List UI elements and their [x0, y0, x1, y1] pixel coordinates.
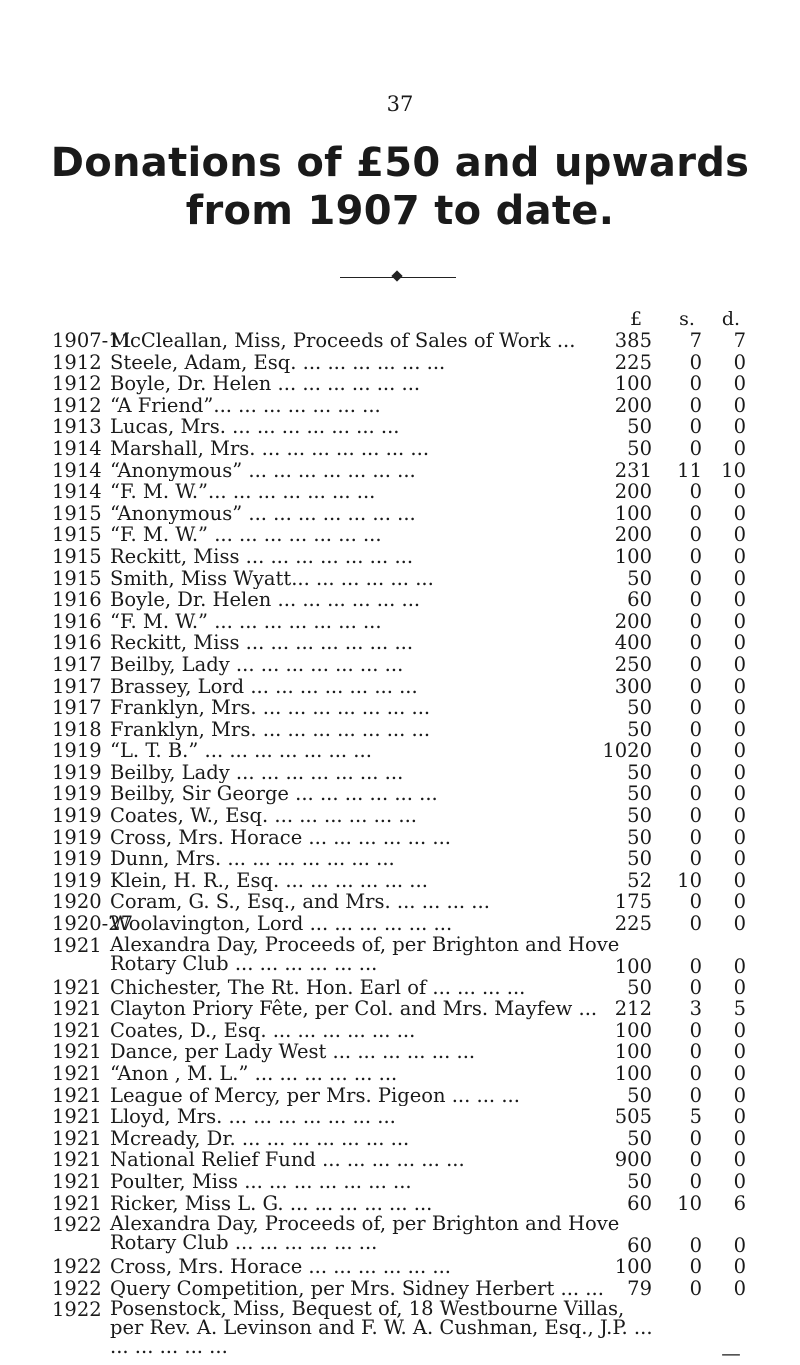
amount-pence: 0: [733, 480, 746, 504]
amount-pounds: 1020: [602, 739, 652, 763]
amount-pounds: 100: [614, 501, 652, 525]
donation-description: Coates, W., Esq. ... ... ... ... ... ...: [110, 805, 417, 827]
donation-description: Dunn, Mrs. ... ... ... ... ... ... ...: [110, 848, 395, 870]
amount-pence: 0: [733, 696, 746, 720]
donation-description: League of Mercy, per Mrs. Pigeon ... ... ...: [110, 1084, 520, 1107]
donation-description: Cross, Mrs. Horace ... ... ... ... ... ...: [110, 826, 452, 849]
donation-row: [0, 546, 800, 568]
donation-row: [0, 611, 800, 633]
donation-description: Smith, Miss Wyatt... ... ... ... ... ...: [110, 567, 434, 590]
donation-row: [0, 998, 800, 1020]
amount-pence: 0: [733, 975, 746, 999]
amount-pounds: 231: [614, 458, 652, 482]
donation-description: Posenstock, Miss, Bequest of, 18 Westbourne Villas, per Rev. A. Levinson and F. W. A. Cushman, Esq., J.P. ... ... ... ... ... ...: [110, 1297, 653, 1359]
amount-pence: 0: [733, 825, 746, 849]
amount-pounds: 50: [627, 782, 652, 806]
amount-shillings: 10: [677, 1191, 702, 1215]
donation-description: Coates, D., Esq. ... ... ... ... ... ...: [110, 1019, 416, 1042]
amount-shillings: 0: [689, 566, 702, 590]
donation-year: 1915: [52, 523, 102, 547]
amount-shillings: 0: [689, 609, 702, 633]
amount-shillings: 0: [689, 717, 702, 741]
donation-description: Woolavington, Lord ... ... ... ... ... ...: [110, 913, 453, 935]
amount-pence: 0: [733, 631, 746, 655]
amount-shillings: 11: [677, 458, 702, 482]
closing-dash: —: [721, 1342, 741, 1365]
donation-description: Clayton Priory Fête, per Col. and Mrs. Mayfew ...: [110, 998, 598, 1020]
donation-year: 1921: [52, 1148, 102, 1172]
amount-pence: 0: [733, 760, 746, 784]
donation-year: 1921: [52, 1169, 102, 1193]
amount-pounds: 100: [614, 1255, 652, 1279]
donation-row: [0, 568, 800, 590]
donation-row: [0, 1278, 800, 1300]
donation-year: 1921: [52, 1105, 102, 1129]
amount-shillings: 0: [689, 415, 702, 439]
amount-pounds: 250: [614, 652, 652, 676]
amount-shillings: 0: [689, 890, 702, 914]
amount-pence: 5: [733, 997, 746, 1021]
column-header-shillings: s.: [679, 308, 695, 330]
amount-pence: 0: [733, 1105, 746, 1129]
amount-pounds: 225: [614, 912, 652, 936]
donation-year: 1919: [52, 804, 102, 828]
amount-shillings: 0: [689, 350, 702, 374]
donation-description: Reckitt, Miss ... ... ... ... ... ... ...: [110, 632, 414, 654]
amount-pounds: 100: [614, 954, 652, 978]
amount-pounds: 100: [614, 544, 652, 568]
amount-shillings: 0: [689, 825, 702, 849]
donation-row: [0, 1193, 800, 1215]
donation-year: 1921: [52, 1018, 102, 1042]
donation-row: [0, 762, 800, 784]
amount-pence: 0: [733, 847, 746, 871]
donation-year: 1915: [52, 544, 102, 568]
amount-pence: 0: [733, 868, 746, 892]
amount-pounds: 79: [627, 1276, 652, 1300]
donation-row: [0, 1149, 800, 1171]
amount-pounds: 50: [627, 1169, 652, 1193]
donation-year: 1919: [52, 760, 102, 784]
donation-row: [0, 870, 800, 892]
donation-row: [0, 1128, 800, 1150]
donation-row: [0, 1106, 800, 1128]
donation-row: [0, 697, 800, 719]
donation-year: 1907-11: [52, 329, 134, 352]
amount-shillings: 0: [689, 1255, 702, 1279]
amount-shillings: 0: [689, 1062, 702, 1085]
divider-ornament-icon: [391, 270, 402, 281]
amount-shillings: 0: [689, 1169, 702, 1193]
amount-pence: 0: [733, 350, 746, 374]
amount-pence: 0: [733, 912, 746, 936]
amount-shillings: 0: [689, 1040, 702, 1064]
donation-description: Franklyn, Mrs. ... ... ... ... ... ... ...: [110, 718, 431, 741]
amount-pounds: 50: [627, 1126, 652, 1150]
amount-pence: 0: [733, 1126, 746, 1150]
amount-shillings: 0: [689, 588, 702, 612]
amount-pence: 0: [733, 501, 746, 525]
donation-year: 1916: [52, 631, 102, 655]
donation-description: Dance, per Lady West ... ... ... ... ... ...: [110, 1041, 476, 1063]
donation-row: [0, 632, 800, 654]
donation-year: 1915: [52, 566, 102, 590]
donation-description: Chichester, The Rt. Hon. Earl of ... ... ... ...: [110, 976, 526, 999]
amount-pence: 0: [733, 1040, 746, 1064]
donation-description: Boyle, Dr. Helen ... ... ... ... ... ...: [110, 589, 421, 611]
amount-pence: 0: [733, 782, 746, 806]
amount-shillings: 0: [689, 1276, 702, 1300]
donation-description: Brassey, Lord ... ... ... ... ... ... ...: [110, 675, 418, 698]
amount-pence: 0: [733, 674, 746, 698]
donation-year: 1921: [52, 933, 102, 957]
donation-year: 1917: [52, 652, 102, 676]
donation-year: 1912: [52, 393, 102, 417]
donation-year: 1914: [52, 436, 102, 460]
amount-pounds: 50: [627, 1083, 652, 1107]
donation-description: Franklyn, Mrs. ... ... ... ... ... ... ...: [110, 697, 431, 719]
donation-row: [0, 932, 800, 978]
donation-row: [0, 891, 800, 913]
amount-pounds: 50: [627, 717, 652, 741]
donation-year: 1920: [52, 890, 102, 914]
amount-pounds: 50: [627, 847, 652, 871]
donation-year: 1919: [52, 868, 102, 892]
amount-shillings: 0: [689, 696, 702, 720]
amount-pence: 0: [733, 1062, 746, 1085]
amount-pounds: 50: [627, 566, 652, 590]
donation-description: Beilby, Sir George ... ... ... ... ... ...: [110, 783, 438, 806]
donation-description: “A Friend”... ... ... ... ... ... ...: [110, 394, 381, 417]
donation-year: 1921: [52, 1126, 102, 1150]
donation-row: [0, 373, 800, 395]
amount-pounds: 400: [614, 631, 652, 655]
amount-shillings: 7: [689, 329, 702, 352]
donation-year: 1922: [52, 1298, 102, 1322]
donation-row: [0, 330, 800, 352]
donation-description: Steele, Adam, Esq. ... ... ... ... ... ...: [110, 351, 446, 374]
donation-description: Cross, Mrs. Horace ... ... ... ... ... ...: [110, 1256, 452, 1278]
amount-pence: 0: [733, 372, 746, 396]
donation-description: Mcready, Dr. ... ... ... ... ... ... ...: [110, 1127, 410, 1150]
donation-description: Ricker, Miss L. G. ... ... ... ... ... ...: [110, 1192, 433, 1215]
amount-shillings: 0: [689, 954, 702, 978]
amount-shillings: 0: [689, 372, 702, 396]
page-number: 37: [386, 92, 414, 116]
donation-row: [0, 783, 800, 805]
amount-pounds: 385: [614, 329, 652, 352]
donation-year: 1921: [52, 1062, 102, 1085]
amount-shillings: 0: [689, 436, 702, 460]
amount-pence: 0: [733, 739, 746, 763]
donation-year: 1919: [52, 825, 102, 849]
donation-row: [0, 1020, 800, 1042]
amount-shillings: 0: [689, 544, 702, 568]
amount-pence: 0: [733, 652, 746, 676]
donation-description: “F. M. W.” ... ... ... ... ... ... ...: [110, 610, 382, 633]
donation-row: [0, 740, 800, 762]
donation-year: 1922: [52, 1276, 102, 1300]
donation-row: [0, 460, 800, 482]
donation-description: “L. T. B.” ... ... ... ... ... ... ...: [110, 740, 372, 762]
amount-pounds: 505: [614, 1105, 652, 1129]
donation-row: [0, 1256, 800, 1278]
amount-shillings: 0: [689, 674, 702, 698]
amount-pounds: 300: [614, 674, 652, 698]
donation-row: [0, 654, 800, 676]
donation-row: [0, 503, 800, 525]
donation-row: [0, 719, 800, 741]
donation-description: “Anon , M. L.” ... ... ... ... ... ...: [110, 1063, 398, 1085]
donation-row: [0, 805, 800, 827]
amount-pounds: 50: [627, 825, 652, 849]
donation-year: 1919: [52, 782, 102, 806]
amount-pence: 0: [733, 436, 746, 460]
donation-row: [0, 1214, 800, 1256]
amount-pounds: 212: [614, 997, 652, 1021]
amount-shillings: 0: [689, 760, 702, 784]
donation-description: “Anonymous” ... ... ... ... ... ... ...: [110, 459, 416, 482]
amount-pence: 0: [733, 717, 746, 741]
donation-row: [0, 977, 800, 999]
donation-year: 1917: [52, 696, 102, 720]
donation-year: 1917: [52, 674, 102, 698]
amount-pence: 0: [733, 1255, 746, 1279]
donation-description: Klein, H. R., Esq. ... ... ... ... ... ...: [110, 869, 428, 892]
amount-pounds: 50: [627, 760, 652, 784]
amount-shillings: 0: [689, 480, 702, 504]
amount-pounds: 60: [627, 588, 652, 612]
amount-pounds: 50: [627, 804, 652, 828]
donation-year: 1913: [52, 415, 102, 439]
donation-row: [0, 481, 800, 503]
amount-pence: 0: [733, 1169, 746, 1193]
amount-shillings: 0: [689, 501, 702, 525]
amount-pence: 0: [733, 1018, 746, 1042]
amount-pence: 0: [733, 415, 746, 439]
column-header-pounds: £: [629, 308, 643, 330]
donation-row: [0, 524, 800, 546]
donation-description: Beilby, Lady ... ... ... ... ... ... ...: [110, 761, 404, 784]
amount-shillings: 0: [689, 804, 702, 828]
amount-pence: 0: [733, 609, 746, 633]
amount-shillings: 0: [689, 1126, 702, 1150]
donation-year: 1914: [52, 458, 102, 482]
amount-pounds: 50: [627, 415, 652, 439]
amount-pounds: 60: [627, 1234, 652, 1258]
donation-row: [0, 589, 800, 611]
amount-pence: 0: [733, 1148, 746, 1172]
amount-pounds: 200: [614, 609, 652, 633]
donation-description: Poulter, Miss ... ... ... ... ... ... ...: [110, 1170, 412, 1193]
donation-year: 1921: [52, 997, 102, 1021]
donation-row: [0, 913, 800, 935]
donation-year: 1916: [52, 609, 102, 633]
amount-shillings: 10: [677, 868, 702, 892]
amount-pence: 10: [721, 458, 746, 482]
amount-shillings: 0: [689, 847, 702, 871]
donation-row: [0, 848, 800, 870]
amount-pence: 0: [733, 544, 746, 568]
amount-pence: 0: [733, 566, 746, 590]
amount-shillings: 5: [689, 1105, 702, 1129]
amount-pounds: 60: [627, 1191, 652, 1215]
amount-pounds: 52: [627, 868, 652, 892]
amount-shillings: 0: [689, 393, 702, 417]
donation-description: “F. M. W.” ... ... ... ... ... ... ...: [110, 524, 382, 546]
donation-description: National Relief Fund ... ... ... ... ... ...: [110, 1149, 465, 1171]
amount-pence: 0: [733, 1276, 746, 1300]
donation-row: [0, 438, 800, 460]
donation-year: 1921: [52, 1191, 102, 1215]
donation-year: 1920-27: [52, 912, 134, 936]
donation-description: Boyle, Dr. Helen ... ... ... ... ... ...: [110, 373, 421, 395]
amount-shillings: 0: [689, 782, 702, 806]
donation-year: 1922: [52, 1213, 102, 1237]
amount-pence: 0: [733, 588, 746, 612]
donation-year: 1919: [52, 847, 102, 871]
amount-pence: 6: [733, 1191, 746, 1215]
amount-pence: 0: [733, 804, 746, 828]
amount-shillings: 0: [689, 631, 702, 655]
donation-description: “Anonymous” ... ... ... ... ... ... ...: [110, 502, 416, 525]
amount-pounds: 225: [614, 350, 652, 374]
amount-pence: 0: [733, 393, 746, 417]
amount-pounds: 175: [614, 890, 652, 914]
donation-description: Query Competition, per Mrs. Sidney Herbert ... ...: [110, 1277, 604, 1300]
donation-description: McCleallan, Miss, Proceeds of Sales of Work ...: [110, 330, 576, 352]
donation-row: [0, 416, 800, 438]
donation-row: [0, 1041, 800, 1063]
donation-year: 1921: [52, 975, 102, 999]
donation-row: [0, 1085, 800, 1107]
donation-year: 1916: [52, 588, 102, 612]
donation-description: Marshall, Mrs. ... ... ... ... ... ... ...: [110, 437, 430, 460]
amount-pounds: 100: [614, 1018, 652, 1042]
amount-pounds: 200: [614, 393, 652, 417]
donation-description: Reckitt, Miss ... ... ... ... ... ... ...: [110, 545, 414, 568]
amount-pounds: 200: [614, 480, 652, 504]
donation-year: 1919: [52, 739, 102, 763]
amount-pence: 7: [733, 329, 746, 352]
amount-shillings: 0: [689, 1148, 702, 1172]
amount-pence: 0: [733, 954, 746, 978]
amount-shillings: 0: [689, 739, 702, 763]
donation-year: 1918: [52, 717, 102, 741]
donation-description: Alexandra Day, Proceeds of, per Brighton and Hove Rotary Club ... ... ... ... ... ...: [110, 932, 620, 975]
donation-year: 1912: [52, 350, 102, 374]
donation-description: Beilby, Lady ... ... ... ... ... ... ...: [110, 653, 404, 676]
amount-shillings: 0: [689, 1018, 702, 1042]
donation-row: [0, 1297, 800, 1365]
donation-description: Coram, G. S., Esq., and Mrs. ... ... ... ...: [110, 891, 490, 914]
donation-description: Lloyd, Mrs. ... ... ... ... ... ... ...: [110, 1106, 396, 1128]
amount-pence: 0: [733, 1234, 746, 1258]
amount-shillings: 0: [689, 1234, 702, 1258]
donation-list: [0, 329, 800, 1365]
donation-year: 1912: [52, 372, 102, 396]
amount-shillings: 0: [689, 523, 702, 547]
donation-row: [0, 1063, 800, 1085]
donation-year: 1921: [52, 1083, 102, 1107]
amount-shillings: 0: [689, 652, 702, 676]
amount-shillings: 0: [689, 912, 702, 936]
column-header-pence: d.: [721, 308, 741, 330]
amount-shillings: 0: [689, 1083, 702, 1107]
amount-pounds: 900: [614, 1148, 652, 1172]
donation-description: “F. M. W.”... ... ... ... ... ... ...: [110, 481, 376, 503]
page-subtitle: from 1907 to date.: [185, 188, 615, 234]
donation-description: Alexandra Day, Proceeds of, per Brighton and Hove Rotary Club ... ... ... ... ... ...: [110, 1212, 620, 1255]
donation-row: [0, 676, 800, 698]
donation-year: 1914: [52, 480, 102, 504]
donation-description: Lucas, Mrs. ... ... ... ... ... ... ...: [110, 416, 400, 438]
page-title: Donations of £50 and upwards: [50, 140, 750, 186]
donation-row: [0, 1171, 800, 1193]
amount-pounds: 200: [614, 523, 652, 547]
amount-shillings: 0: [689, 975, 702, 999]
donation-row: [0, 827, 800, 849]
amount-pounds: 50: [627, 696, 652, 720]
amount-pence: 0: [733, 1083, 746, 1107]
donation-year: 1921: [52, 1040, 102, 1064]
amount-pence: 0: [733, 523, 746, 547]
donation-year: 1915: [52, 501, 102, 525]
amount-pounds: 100: [614, 1040, 652, 1064]
amount-pounds: 50: [627, 436, 652, 460]
amount-pounds: 100: [614, 1062, 652, 1085]
donation-row: [0, 395, 800, 417]
amount-pounds: 100: [614, 372, 652, 396]
donation-year: 1922: [52, 1255, 102, 1279]
donation-row: [0, 352, 800, 374]
amount-pence: 0: [733, 890, 746, 914]
amount-shillings: 3: [689, 997, 702, 1021]
amount-pounds: 50: [627, 975, 652, 999]
